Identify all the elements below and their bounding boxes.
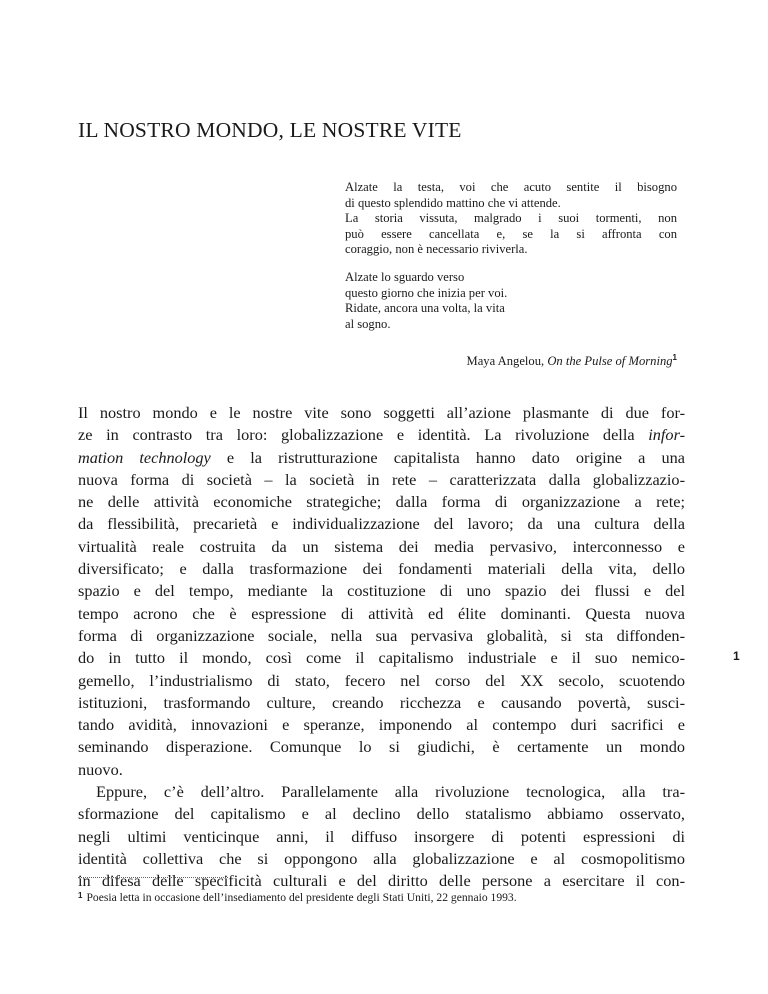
epigraph-line: Alzate la testa, voi che acuto sentite il bisogno (345, 180, 677, 194)
text-line: tando avidità, innovazioni e speranze, imponendo al contempo duri sacrifici e (78, 715, 685, 735)
text-line: identità collettiva che si oppongono alla globalizzazione e al cosmopolitismo (78, 848, 685, 868)
epigraph-line: può essere cancellata e, se la si affronta con (345, 226, 677, 241)
paragraph-1 (78, 402, 685, 781)
text-line: gemello, l’industrialismo di stato, fecero nel corso del XX secolo, scuotendo (78, 670, 685, 690)
epigraph-line: Ridate, ancora una volta, la vita (345, 301, 505, 316)
epigraph-line: di questo splendido mattino che vi attende. (345, 195, 561, 210)
text-line: seminando disperazione. Comunque lo si giudichi, è certamente un mondo (78, 737, 685, 757)
text-line: ne delle attività economiche strategiche; dalla forma di organizzazione a rete; (78, 492, 685, 512)
text-line: da flessibilità, precarietà e individualizzazione del lavoro; da una cultura della (78, 514, 685, 534)
footnote-mark: 1 (78, 891, 83, 900)
text-line: istituzioni, trasformando culture, creando ricchezza e causando povertà, susci- (78, 692, 685, 712)
page-number: 1 (733, 649, 740, 663)
attribution-work-title: On the Pulse of Morning (547, 354, 673, 369)
text-line: forma di organizzazione sociale, nella sua pervasiva globalità, si sta diffonden- (78, 625, 685, 645)
text-line: sformazione del capitalismo e al declino dello statalismo abbiamo osservato, (78, 804, 685, 824)
text-line: tempo acrono che è espressione di attività ed élite dominanti. Questa nuova (78, 603, 685, 623)
epigraph-stanza-2 (345, 270, 677, 332)
text-line: Eppure, c’è dell’altro. Parallelamente alla rivoluzione tecnologica, alla tra- (96, 782, 685, 802)
italic-term: mation technology (78, 447, 211, 467)
attribution-author: Maya Angelou, (466, 354, 548, 369)
text-line: virtualità reale costruita da un sistema dei media pervasivo, interconnesso e (78, 536, 685, 556)
text-line: in difesa delle specificità culturali e del diritto delle persone a esercitare il con- (78, 871, 685, 891)
text-line: spazio e del tempo, mediante la costituzione di uno spazio dei flussi e del (78, 581, 685, 601)
text-line: diversificato; e dalla trasformazione dei fondamenti materiali della vita, dello (78, 559, 685, 579)
chapter-title: IL NOSTRO MONDO, LE NOSTRE VITE (78, 118, 462, 142)
text-span: e la ristrutturazione capitalista hanno dato origine a una (210, 447, 685, 467)
epigraph-line: La storia vissuta, malgrado i suoi tormenti, non (345, 211, 677, 226)
text-line: Il nostro mondo e le nostre vite sono soggetti all’azione plasmante di due for- (78, 403, 685, 422)
text-line: nuovo. (78, 759, 123, 779)
paragraph-2 (78, 781, 685, 892)
text-line: negli ultimi venticinque anni, il diffuso insorgere di potenti espressioni di (78, 826, 685, 846)
footnote-reference[interactable]: 1 (672, 353, 677, 363)
epigraph-line: al sogno. (345, 316, 391, 331)
footnote-divider (78, 877, 228, 878)
text-line: do in tutto il mondo, così come il capitalismo industriale e il suo nemico- (78, 648, 685, 668)
footnote-text: Poesia letta in occasione dell’insediamento del presidente degli Stati Uniti, 22 gennaio 1993. (86, 891, 517, 904)
epigraph-line: Alzate lo sguardo verso (345, 269, 465, 284)
text-span: ze in contrasto tra loro: globalizzazione e identità. La rivoluzione della (78, 425, 649, 445)
epigraph-line: coraggio, non è necessario riviverla. (345, 242, 528, 257)
text-line: nuova forma di società – la società in rete – caratterizzata dalla globalizzazio- (78, 469, 685, 489)
footnote (78, 891, 517, 904)
text-line (78, 424, 685, 446)
body-text (78, 402, 685, 893)
epigraph-line: questo giorno che inizia per voi. (345, 285, 508, 300)
epigraph-stanza-1 (345, 180, 677, 258)
italic-term: infor- (648, 425, 685, 445)
epigraph (345, 180, 677, 370)
text-line (78, 447, 685, 469)
epigraph-attribution (345, 350, 677, 370)
